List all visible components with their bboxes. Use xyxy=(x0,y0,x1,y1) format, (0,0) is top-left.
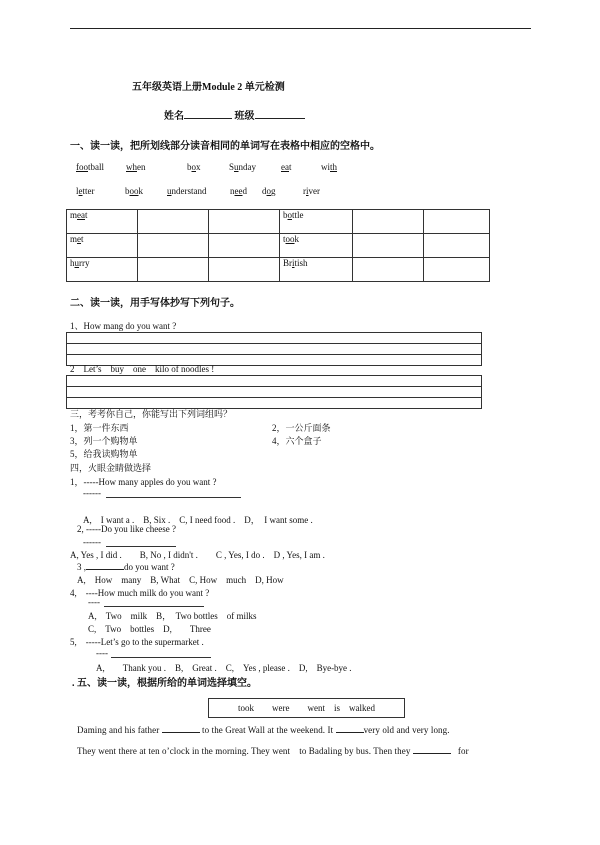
table-cell: met xyxy=(67,234,138,258)
question-2-answer: ------ xyxy=(83,537,101,547)
table-row xyxy=(67,258,490,282)
word-box: box xyxy=(187,162,201,172)
paragraph-line-2: They went there at ten o’clock in the morning. They went to Badaling by bus. Then they for xyxy=(77,746,469,756)
question-2-options: A, Yes , I did . B, No , I didn't . C , Yes, I do . D , Yes, I am . xyxy=(70,550,325,560)
word-understand: understand xyxy=(167,186,207,196)
table-cell: took xyxy=(280,234,353,258)
word-book: book xyxy=(125,186,143,196)
document-title: 五年级英语上册Module 2 单元检测 xyxy=(132,82,285,93)
sentence-2: 2 Let’s buy one kilo of noodles ! xyxy=(70,364,215,374)
table-cell: hurry xyxy=(67,258,138,282)
section5-heading: . 五、读一读，根据所给的单词选择填空。 xyxy=(72,678,257,689)
phonics-table xyxy=(66,209,490,282)
question-4: 4, ----How much milk do you want ? xyxy=(70,588,210,598)
answer-line xyxy=(111,657,211,658)
question-5: 5, -----Let’s go to the supermarket . xyxy=(70,637,204,647)
word-letter: letter xyxy=(76,186,95,196)
sentence-1: 1、How mang do you want ? xyxy=(70,321,177,331)
question-5-answer: ---- xyxy=(96,648,108,658)
question-3: 3 , do you want ? xyxy=(77,562,175,572)
question-4-options-1: A, Two milk B， Two bottles of milks xyxy=(88,611,257,621)
word-bank: took were went is walked xyxy=(208,698,405,718)
question-1-answer: ------ xyxy=(83,488,101,498)
table-cell: meat xyxy=(67,210,138,234)
word-when: when xyxy=(126,162,146,172)
word-sunday: Sunday xyxy=(229,162,257,172)
phrase-5: 5，给我读购物单 xyxy=(70,449,138,459)
table-cell: bottle xyxy=(280,210,353,234)
handwriting-lines-2 xyxy=(66,375,482,409)
table-row xyxy=(67,210,490,234)
section4-heading: 四，火眼金睛做选择 xyxy=(70,463,152,473)
header-rule xyxy=(70,28,531,29)
answer-line xyxy=(104,606,204,607)
question-1: 1，-----How many apples do you want ? xyxy=(70,477,217,487)
word-dog: dog xyxy=(262,186,276,196)
handwriting-lines-1 xyxy=(66,332,482,366)
phrase-4: 4，六个盒子 xyxy=(272,436,322,446)
word-need: need xyxy=(230,186,247,196)
name-class-line xyxy=(164,107,305,122)
class-label: 班级 xyxy=(234,111,255,122)
question-2: 2, -----Do you like cheese ? xyxy=(77,524,176,534)
question-1-options: A, I want a . B, Six . C, I need food . D， I want some . xyxy=(83,515,313,525)
name-label: 姓名 xyxy=(164,111,184,122)
word-river: river xyxy=(303,186,321,196)
answer-line xyxy=(106,546,176,547)
section1-heading: 一、读一读，把所划线部分读音相同的单词写在表格中相应的空格中。 xyxy=(70,141,380,152)
question-5-options: A, Thank you . B, Great . C, Yes , please . D, Bye-bye . xyxy=(96,663,352,673)
answer-line xyxy=(106,497,241,498)
question-4-answer: ---- xyxy=(88,597,100,607)
phrase-2: 2，一公斤面条 xyxy=(272,423,331,433)
phrase-1: 1，第一件东西 xyxy=(70,423,129,433)
word-eat: eat xyxy=(281,162,292,172)
section2-heading: 二、读一读，用手写体抄写下列句子。 xyxy=(70,298,240,309)
word-football: football xyxy=(76,162,104,172)
question-4-options-2: C, Two bottles D, Three xyxy=(88,624,211,634)
table-row xyxy=(67,234,490,258)
table-cell: British xyxy=(280,258,353,282)
paragraph-line-1: Daming and his father to the Great Wall at the weekend. It very old and very long. xyxy=(77,725,450,735)
word-with: with xyxy=(321,162,338,172)
question-3-options: A, How many B, What C, How much D, How xyxy=(77,575,284,585)
phrase-3: 3，列一个购物单 xyxy=(70,436,138,446)
section3-heading: 三，考考你自己，你能写出下列词组吗？ xyxy=(70,409,233,419)
